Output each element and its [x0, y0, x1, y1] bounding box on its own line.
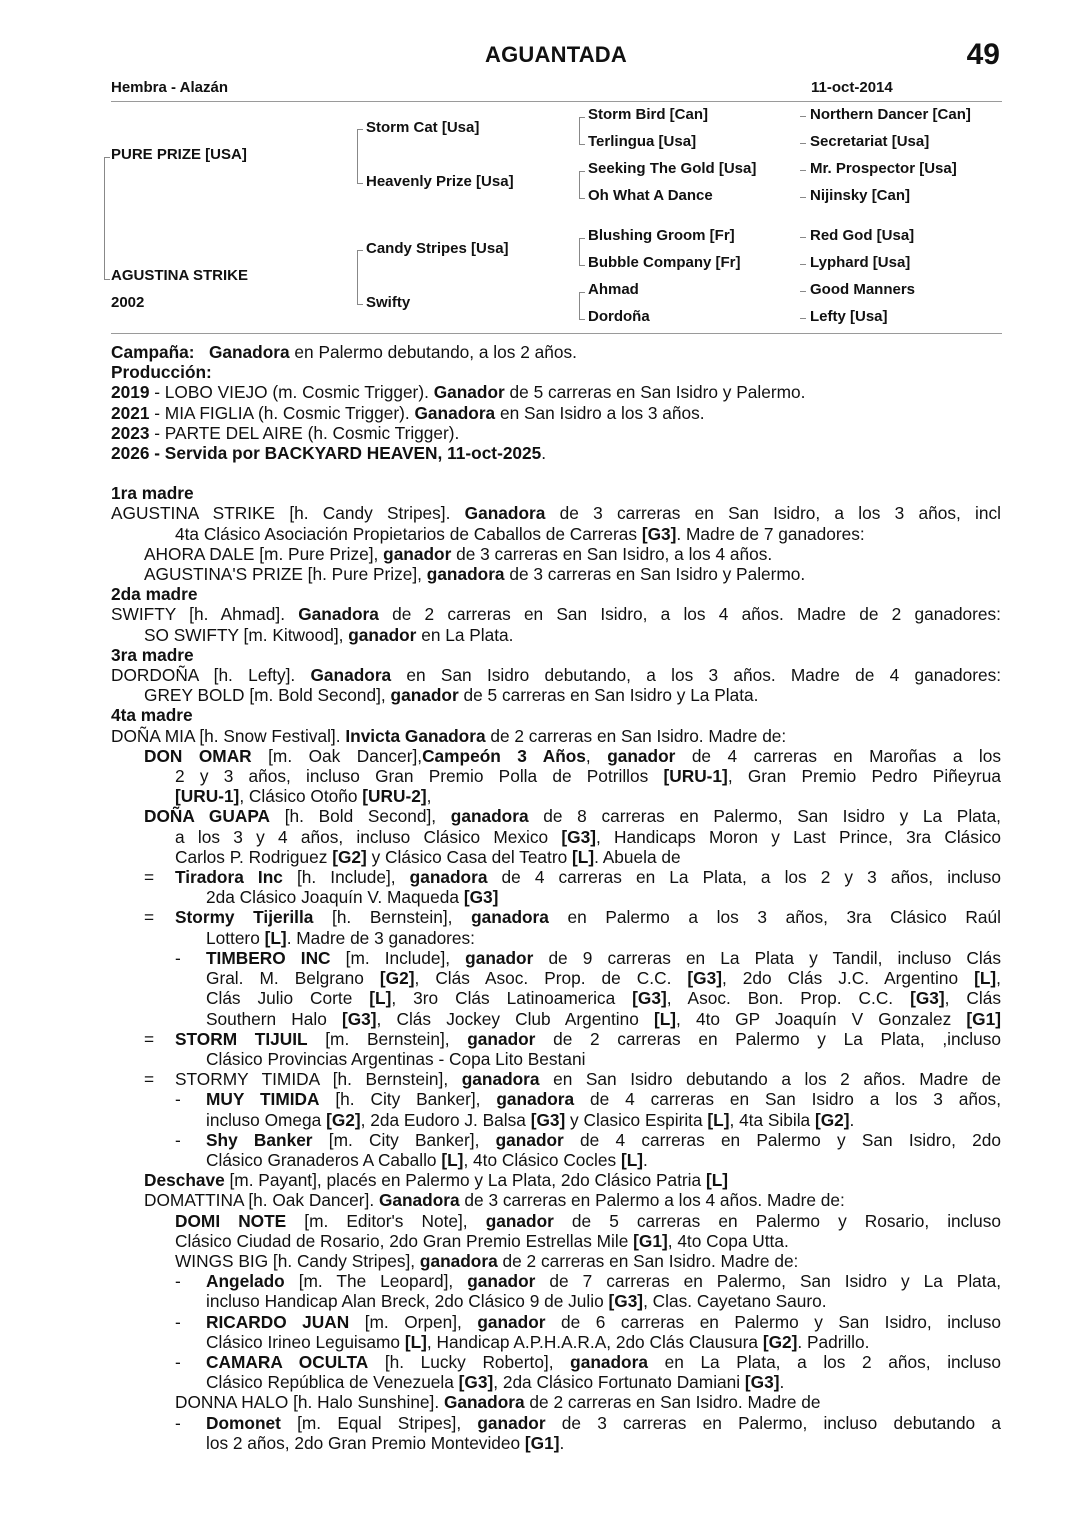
plain-text: Clásico República de Venezuela [206, 1372, 459, 1393]
plain-text: [h. Include], [282, 867, 410, 888]
bold-text: [L] [572, 846, 595, 867]
plain-text: en San Isidro a los 3 años. [495, 402, 705, 423]
text-line [111, 665, 1001, 685]
plain-text: y Clasico Espirita [565, 1109, 708, 1130]
line-marker: = [144, 907, 155, 928]
bold-text: DOÑA GUAPA [144, 806, 271, 827]
line-marker: - [175, 1089, 181, 1110]
plain-text: de 6 carreras en Palermo y San Isidro, incluso [545, 1311, 1001, 1332]
text-line [111, 1130, 1001, 1150]
plain-text: [h. Bernstein], [313, 907, 472, 928]
plain-text: incluso Omega [206, 1109, 327, 1130]
bold-text: ganadora [450, 806, 529, 827]
plain-text: , Clás Asoc. Prop. de C.C. [414, 968, 688, 989]
plain-text: [m. Editor's Note], [286, 1210, 486, 1231]
pedigree-g3-5: Blushing Groom [Fr] [588, 227, 735, 244]
bold-text: [L] [620, 1149, 644, 1170]
bold-text: TIMBERO INC [206, 947, 331, 968]
pedigree-g3-4: Oh What A Dance [588, 187, 713, 204]
text-line [111, 1049, 1001, 1069]
plain-text: DOÑA MIA [h. Snow Festival]. [111, 725, 346, 746]
pedigree-g3-8: Dordoña [588, 308, 650, 325]
plain-text: , 2da Clásico Fortunato Damiani [493, 1372, 745, 1393]
pedigree-sire-dam: Heavenly Prize [Usa] [366, 173, 514, 190]
plain-text: , 3ro Clás Latinoamerica [391, 988, 633, 1009]
plain-text: , 4ta Sibila [729, 1109, 815, 1130]
plain-text [195, 342, 209, 362]
plain-text: en La Plata, a los 2 años, incluso [647, 1351, 1001, 1372]
plain-text: de 2 carreras en San Isidro, a los 4 años. Madre de 2 ganadores: [378, 604, 1001, 625]
plain-text: de 3 carreras en Palermo a los 4 años. Madre de: [459, 1190, 845, 1211]
text-line [111, 1029, 1001, 1049]
plain-text: en San Isidro debutando a los 2 años. Madre de [539, 1069, 1002, 1090]
text-line [111, 1009, 1001, 1029]
text-line [111, 1392, 1001, 1412]
plain-text: [m. Equal Stripes], [280, 1412, 478, 1433]
pedigree-g4-4: Nijinsky [Can] [810, 187, 911, 204]
bold-text: Campeón 3 Años [422, 745, 586, 766]
plain-text: . Madre de 7 ganadores: [676, 523, 865, 544]
text-line [111, 685, 1001, 705]
bold-text: DON OMAR [144, 745, 252, 766]
plain-text: , Clás [944, 988, 1002, 1009]
pedigree-g4-6: Lyphard [Usa] [810, 254, 911, 271]
pedigree-sire-sire: Storm Cat [Usa] [366, 119, 480, 136]
text-line [111, 403, 1001, 423]
pedigree-g3-7: Ahmad [588, 281, 639, 298]
line-marker: = [144, 1028, 155, 1049]
bold-text: Campaña: [111, 342, 195, 362]
bold-text: 2021 [111, 402, 150, 423]
plain-text: [h. City Banker], [319, 1089, 497, 1110]
bold-text: [G2] [379, 968, 415, 989]
bold-text: [G3] [530, 1109, 566, 1130]
bold-text: [G3] [632, 988, 667, 1009]
text-line [111, 342, 1001, 362]
plain-text: AHORA DALE [m. Pure Prize], [144, 543, 384, 564]
plain-text: de 2 carreras en San Isidro. Madre de [524, 1392, 821, 1413]
text-line [111, 544, 1001, 564]
bold-text: [L] [369, 988, 392, 1009]
plain-text: [m. Bernstein], [307, 1028, 468, 1049]
bold-text: [L] [653, 1008, 677, 1029]
plain-text: Clásico Irineo Leguisamo [206, 1331, 405, 1352]
bold-text: Tiradora Inc [175, 867, 283, 888]
bold-text: ganador [390, 685, 459, 706]
text-line [111, 1352, 1001, 1372]
plain-text: en San Isidro debutando, a los 3 años. Madre de 4 ganadores: [391, 665, 1002, 686]
plain-text: WINGS BIG [h. Candy Stripes], [175, 1250, 420, 1271]
plain-text: SWIFTY [h. Ahmad]. [111, 604, 299, 625]
bold-text: [G2] [326, 1109, 361, 1130]
plain-text: de 3 carreras en San Isidro, a los 4 años. [451, 543, 773, 564]
bold-text: ganador [477, 1412, 546, 1433]
bold-text: ganador [348, 624, 417, 645]
bold-text: ganadora [419, 1250, 498, 1271]
bold-text: [G3] [641, 523, 677, 544]
plain-text: DORDOÑA [h. Lefty]. [111, 665, 311, 686]
plain-text: de 3 carreras en Palermo, incluso debutando a [545, 1412, 1001, 1433]
bold-text: [G1] [966, 1008, 1001, 1029]
bold-text: DOMI NOTE [175, 1210, 287, 1231]
plain-text: . [779, 1372, 785, 1393]
text-line [111, 1312, 1001, 1332]
pedigree-sire: PURE PRIZE [USA] [111, 146, 247, 163]
line-marker: - [175, 1311, 181, 1332]
plain-text: . [559, 1432, 565, 1453]
bold-text: RICARDO JUAN [206, 1311, 350, 1332]
plain-text: [m. City Banker], [312, 1129, 496, 1150]
bold-text: Ganadora [310, 665, 392, 686]
text-line [111, 362, 1001, 382]
text-line [111, 1089, 1001, 1109]
plain-text: SO SWIFTY [m. Kitwood], [144, 624, 349, 645]
bold-text: CAMARA OCULTA [206, 1351, 369, 1372]
text-line [111, 1150, 1001, 1170]
sex-color: Hembra - Alazán [111, 79, 228, 96]
bold-text: [L] [404, 1331, 427, 1352]
text-line [111, 1433, 1001, 1453]
bold-text: ganador [383, 543, 452, 564]
plain-text: incluso Handicap Alan Breck, 2do Clásico 9 de Julio [206, 1291, 609, 1312]
bold-text: ganador [465, 947, 534, 968]
bold-text: 2023 [111, 422, 150, 443]
line-marker: = [144, 867, 155, 888]
bold-text: Ganadora [443, 1392, 525, 1413]
bold-text: ganadora [409, 867, 488, 888]
plain-text: , 4to GP Joaquín V Gonzalez [676, 1008, 967, 1029]
line-marker: - [175, 1412, 181, 1433]
pedigree-rule [111, 333, 1002, 334]
bold-text: Invicta Ganadora [345, 725, 486, 746]
plain-text: y Clásico Casa del Teatro [366, 846, 573, 867]
bold-text: STORM TIJUIL [175, 1028, 308, 1049]
text-line [111, 443, 1001, 463]
bold-text: ganador [495, 1129, 564, 1150]
text-line [111, 1271, 1001, 1291]
text-line [111, 988, 1001, 1008]
bold-text: ganadora [496, 1089, 575, 1110]
text-line [111, 847, 1001, 867]
pedigree-g3-2: Terlingua [Usa] [588, 133, 697, 150]
plain-text: , 4to Copa Utta. [667, 1230, 789, 1251]
plain-text: Clásico Ciudad de Rosario, 2do Gran Premio Estrellas Mile [175, 1230, 634, 1251]
bold-text: [L] [974, 968, 997, 989]
plain-text: [h. Lucky Roberto], [368, 1351, 571, 1372]
text-line [111, 645, 1001, 665]
plain-text: . [849, 1109, 855, 1130]
section-text: 3ra madre [111, 644, 194, 665]
line-marker: = [144, 1069, 155, 1090]
text-line [111, 968, 1001, 988]
section-text: 1ra madre [111, 483, 194, 504]
plain-text: , Clásico Otoño [239, 786, 363, 807]
plain-text: , 4to Clásico Cocles [463, 1149, 621, 1170]
bold-text: Ganadora [378, 1190, 460, 1211]
text-line [111, 483, 1001, 503]
text-line [111, 928, 1001, 948]
pedigree-g3-6: Bubble Company [Fr] [588, 254, 741, 271]
pedigree-g4-1: Northern Dancer [Can] [810, 106, 971, 123]
text-line [111, 948, 1001, 968]
bold-text: ganador [485, 1210, 554, 1231]
plain-text: los 2 años, 2do Gran Premio Montevideo [206, 1432, 525, 1453]
plain-text: [m. Orpen], [349, 1311, 478, 1332]
plain-text: Gral. M. Belgrano [206, 968, 380, 989]
bold-text: [L] [441, 1149, 464, 1170]
bold-text: ganador [467, 1028, 536, 1049]
bold-text: [URU-1] [663, 766, 728, 787]
pedigree-dam: AGUSTINA STRIKE [111, 267, 248, 284]
plain-text: 4ta Clásico Asociación Propietarios de Caballos de Carreras [175, 523, 642, 544]
plain-text: de 4 carreras en Palermo y San Isidro, 2do [563, 1129, 1001, 1150]
text-line [111, 1170, 1001, 1190]
bold-text: Ganadora [298, 604, 379, 625]
text-line [111, 786, 1001, 806]
plain-text: de 9 carreras en La Plata y Tandil, incluso Clás [533, 947, 1002, 968]
text-line [111, 584, 1001, 604]
text-line [111, 1069, 1001, 1089]
plain-text: de 4 carreras en San Isidro a los 3 años, [574, 1089, 1001, 1110]
text-line [111, 524, 1001, 544]
text-line [111, 1211, 1001, 1231]
plain-text: de 5 carreras en Palermo y Rosario, incluso [553, 1210, 1001, 1231]
pedigree-dam-dam: Swifty [366, 294, 411, 311]
line-marker: - [175, 1351, 181, 1372]
plain-text: [m. The Leopard], [284, 1271, 468, 1292]
plain-text: DOMATTINA [h. Oak Dancer]. [144, 1190, 379, 1211]
plain-text: [m. Include], [330, 947, 466, 968]
pedigree-g4-7: Good Manners [810, 281, 916, 298]
plain-text: . [541, 443, 547, 464]
plain-text: [h. Bold Second], [270, 806, 451, 827]
text-line [111, 423, 1001, 443]
bold-text: [G2] [332, 846, 367, 867]
plain-text: de 8 carreras en Palermo, San Isidro y La Plata, [528, 806, 1001, 827]
plain-text: STORMY TIMIDA [h. Bernstein], [175, 1069, 462, 1090]
text-line [111, 1110, 1001, 1130]
text-line [111, 1332, 1001, 1352]
plain-text: de 2 carreras en San Isidro. Madre de: [485, 725, 787, 746]
bold-text: Shy Banker [206, 1129, 313, 1150]
plain-text: . Padrillo. [797, 1331, 870, 1352]
bold-text: ganadora [461, 1069, 540, 1090]
plain-text: Carlos P. Rodriguez [175, 846, 333, 867]
text-line [111, 503, 1001, 523]
plain-text: de 3 carreras en San Isidro y Palermo. [504, 564, 806, 585]
pedigree-dam-year: 2002 [111, 294, 145, 311]
text-line [111, 766, 1001, 786]
section-text: 2da madre [111, 584, 198, 605]
bold-text: 2019 [111, 382, 150, 403]
line-marker: - [175, 947, 181, 968]
bold-text: [L] [705, 1170, 729, 1191]
pedigree-table [0, 0, 1080, 340]
bold-text: [G3] [687, 968, 722, 989]
plain-text: 2da Clásico Joaquín V. Maqueda [206, 887, 464, 908]
plain-text: [m. Oak Dancer], [251, 745, 423, 766]
plain-text: , [426, 786, 432, 807]
text-line [111, 1231, 1001, 1251]
plain-text: . Madre de 3 ganadores: [286, 927, 475, 948]
bold-text: [G1] [633, 1230, 668, 1251]
pedigree-g4-3: Mr. Prospector [Usa] [810, 160, 957, 177]
plain-text: Lottero [206, 927, 265, 948]
plain-text: , [996, 968, 1001, 989]
bold-text: Deschave [144, 1170, 225, 1191]
bold-text: ganador [607, 745, 676, 766]
bold-text: Ganador [433, 382, 505, 403]
plain-text: , [585, 745, 608, 766]
plain-text: de 7 carreras en Palermo, San Isidro y La Plata, [535, 1271, 1001, 1292]
plain-text: en Palermo a los 3 años, 3ra Clásico Raúl [548, 907, 1001, 928]
pedigree-g4-2: Secretariat [Usa] [810, 133, 930, 150]
pedigree-dam-sire: Candy Stripes [Usa] [366, 240, 509, 257]
pedigree-g3-1: Storm Bird [Can] [588, 106, 708, 123]
line-marker: - [175, 1271, 181, 1292]
bold-text: MUY TIMIDA [206, 1089, 320, 1110]
text-line [111, 1291, 1001, 1311]
text-line [111, 604, 1001, 624]
bold-text: Ganadora [464, 503, 546, 524]
plain-text: - PARTE DEL AIRE (h. Cosmic Trigger). [149, 422, 460, 443]
plain-text: - MIA FIGLIA (h. Cosmic Trigger). [149, 402, 415, 423]
text-line [111, 382, 1001, 402]
plain-text: de 2 carreras en Palermo y La Plata, ,incluso [535, 1028, 1001, 1049]
plain-text: , 2da Eudoro J. Balsa [360, 1109, 531, 1130]
pedigree-g4-5: Red God [Usa] [810, 227, 915, 244]
bold-text: Producción: [111, 362, 212, 383]
plain-text: , Clas. Cayetano Sauro. [643, 1291, 827, 1312]
plain-text: . [643, 1149, 648, 1170]
plain-text: Clás Julio Corte [206, 988, 370, 1009]
pedigree-g4-8: Lefty [Usa] [810, 308, 888, 325]
plain-text: AGUSTINA STRIKE [h. Candy Stripes]. [111, 503, 465, 524]
text-line [111, 705, 1001, 725]
bold-text: [L] [707, 1109, 730, 1130]
plain-text: de 3 carreras en San Isidro, a los 3 años, incl [545, 503, 1001, 524]
bold-text: Domonet [206, 1412, 281, 1433]
plain-text: , 2do Clás J.C. Argentino [721, 968, 975, 989]
plain-text: , Handicap A.P.H.A.R.A, 2do Clás Clausura [426, 1331, 763, 1352]
bold-text: Ganadora [208, 342, 290, 362]
plain-text: GREY BOLD [m. Bold Second], [144, 685, 391, 706]
text-line [111, 726, 1001, 746]
bold-text: [G3] [608, 1291, 644, 1312]
plain-text: de 4 carreras en Maroñas a los [675, 745, 1001, 766]
bold-text: [G1] [524, 1432, 560, 1453]
bold-text: [G3] [341, 1008, 377, 1029]
text-line [111, 625, 1001, 645]
plain-text: - LOBO VIEJO (m. Cosmic Trigger). [149, 382, 434, 403]
horse-name-title: AGUANTADA [485, 42, 627, 67]
pedigree-g3-3: Seeking The Gold [Usa] [588, 160, 757, 177]
bold-text: [G3] [458, 1372, 494, 1393]
bold-text: [G3] [561, 826, 596, 847]
bold-text: [L] [264, 927, 287, 948]
bold-text: [G2] [762, 1331, 798, 1352]
text-line [111, 463, 1001, 483]
bold-text: [G3] [910, 988, 945, 1009]
plain-text: . Abuela de [594, 846, 681, 867]
text-line [111, 1190, 1001, 1210]
text-line [111, 887, 1001, 907]
plain-text: Southern Halo [206, 1008, 342, 1029]
bold-text: [URU-2] [362, 786, 427, 807]
plain-text: de 4 carreras en La Plata, a los 2 y 3 años, incluso [487, 867, 1001, 888]
bold-text: [G2] [814, 1109, 850, 1130]
plain-text: de 5 carreras en San Isidro y La Plata. [458, 685, 759, 706]
line-marker: - [175, 1129, 181, 1150]
bold-text: [URU-1] [175, 786, 240, 807]
bold-text: Stormy Tijerilla [175, 907, 314, 928]
text-line [111, 1251, 1001, 1271]
bold-text: ganadora [570, 1351, 648, 1372]
plain-text: 2 y 3 años, incluso Gran Premio Polla de Potrillos [175, 766, 664, 787]
plain-text: , Handicaps Moron y Last Prince, 3ra Clásico [595, 826, 1002, 847]
bold-text: Ganadora [414, 402, 496, 423]
text-line [111, 867, 1001, 887]
bold-text: ganador [467, 1271, 536, 1292]
section-text: 4ta madre [111, 705, 193, 726]
bold-text: ganadora [426, 564, 505, 585]
plain-text: de 5 carreras en San Isidro y Palermo. [504, 382, 806, 403]
bold-text: ganador [477, 1311, 546, 1332]
plain-text: Clásico Granaderos A Caballo [206, 1149, 442, 1170]
plain-text: en Palermo debutando, a los 2 años. [289, 342, 577, 362]
plain-text: , Gran Premio Pedro Piñeyrua [727, 766, 1002, 787]
text-line [111, 827, 1001, 847]
birth-date: 11-oct-2014 [811, 79, 893, 96]
plain-text: , Clás Jockey Club Argentino [376, 1008, 654, 1029]
plain-text: de 2 carreras en San Isidro. Madre de: [497, 1250, 799, 1271]
bold-text: [G3] [744, 1372, 780, 1393]
plain-text: a los 3 y 4 años, incluso Clásico Mexico [175, 826, 562, 847]
plain-text: DONNA HALO [h. Halo Sunshine]. [175, 1392, 444, 1413]
plain-text: en La Plata. [416, 624, 514, 645]
text-line [111, 907, 1001, 927]
bold-text: ganadora [471, 907, 549, 928]
text-line [111, 1372, 1001, 1392]
plain-text: [m. Payant], placés en Palermo y La Plata, 2do Clásico Patria [224, 1170, 706, 1191]
text-line [111, 806, 1001, 826]
plain-text: , Asoc. Bon. Prop. C.C. [666, 988, 911, 1009]
plain-text: AGUSTINA'S PRIZE [h. Pure Prize], [144, 564, 427, 585]
text-line [111, 564, 1001, 584]
text-line [111, 746, 1001, 766]
text-line [111, 1413, 1001, 1433]
page-number: 49 [966, 38, 1000, 71]
section-text: 2026 - Servida por BACKYARD HEAVEN, 11-oct-2025 [111, 443, 542, 464]
plain-text: Clásico Provincias Argentinas - Copa Lito Bestani [206, 1048, 586, 1069]
bold-text: [G3] [463, 887, 499, 908]
bold-text: Angelado [206, 1271, 285, 1292]
produce-record-text [111, 342, 1001, 1453]
